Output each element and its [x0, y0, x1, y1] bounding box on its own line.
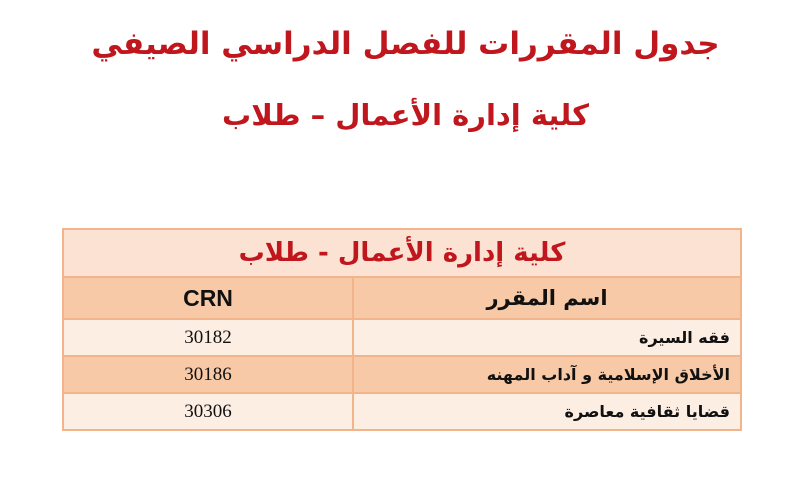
- crn-cell: 30186: [63, 356, 353, 393]
- course-name-cell: الأخلاق الإسلامية و آداب المهنه: [353, 356, 741, 393]
- page-title: جدول المقررات للفصل الدراسي الصيفي: [91, 26, 720, 62]
- crn-cell: 30182: [63, 319, 353, 356]
- table-row: [63, 356, 741, 393]
- course-name-header: اسم المقرر: [353, 277, 741, 319]
- table-row: [63, 319, 741, 356]
- course-name-cell: فقه السيرة: [353, 319, 741, 356]
- courses-table: [62, 228, 742, 431]
- crn-cell: 30306: [63, 393, 353, 430]
- table-caption: كلية إدارة الأعمال - طلاب: [63, 229, 741, 277]
- table-row: [63, 393, 741, 430]
- table-header-row: [63, 277, 741, 319]
- crn-header: CRN: [63, 277, 353, 319]
- course-name-cell: قضايا ثقافية معاصرة: [353, 393, 741, 430]
- table-caption-row: [63, 229, 741, 277]
- page-subtitle: كلية إدارة الأعمال – طلاب: [222, 98, 589, 132]
